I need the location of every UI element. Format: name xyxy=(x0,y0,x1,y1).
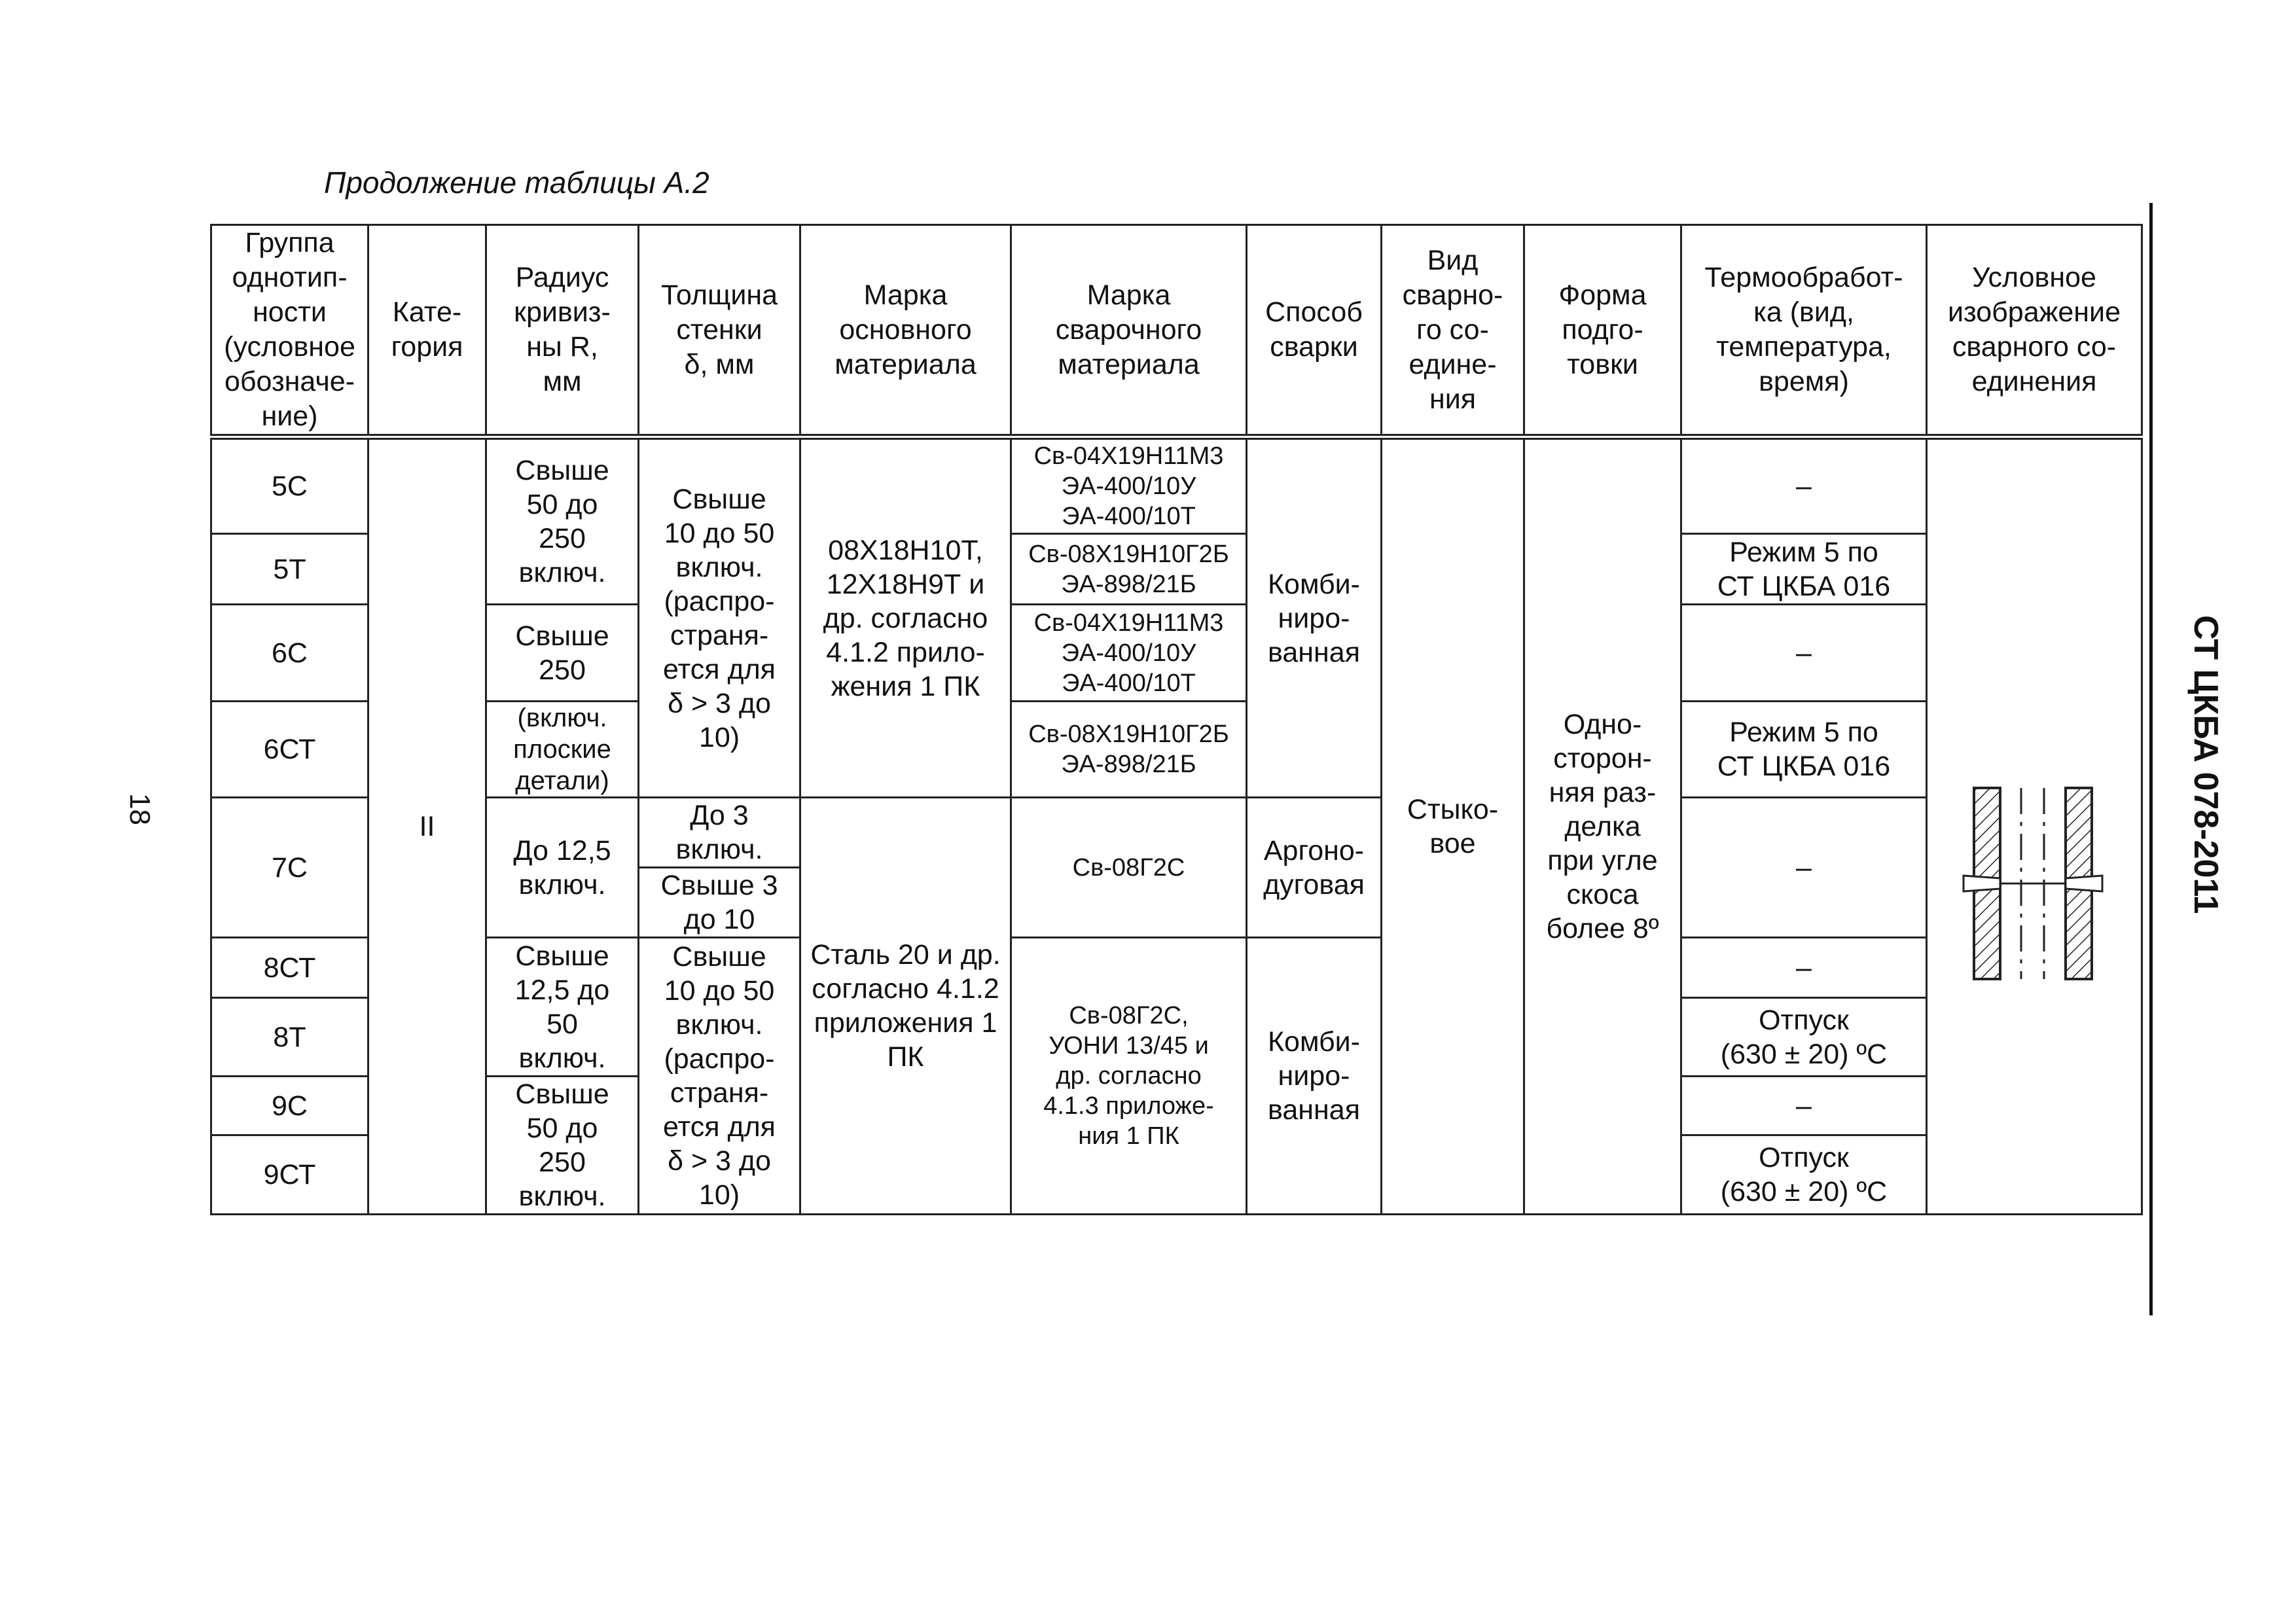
category-cell: II xyxy=(368,437,486,1215)
weld-material-cell: Св-08Х19Н10Г2Б ЭА-898/21Б xyxy=(1011,534,1247,605)
radius-cell: Свыше 12,5 до 50 включ. xyxy=(486,938,639,1077)
radius-cell: Свыше 50 до 250 включ. xyxy=(486,437,639,605)
group-cell: 9С xyxy=(211,1077,368,1135)
group-cell: 8СТ xyxy=(211,938,368,998)
heat-treatment-cell: – xyxy=(1681,605,1927,702)
base-material-cell: Сталь 20 и др. согласно 4.1.2 приложения 1 ПК xyxy=(800,798,1011,1215)
heat-treatment-cell: Отпуск (630 ± 20) ºС xyxy=(1681,998,1927,1077)
header-symbol: Условное изображение сварного со- единения xyxy=(1927,225,2142,437)
heat-treatment-cell: – xyxy=(1681,938,1927,998)
standard-code: СТ ЦКБА 078-2011 xyxy=(2187,615,2225,914)
radius-cell: До 12,5 включ. xyxy=(486,798,639,938)
group-cell: 5Т xyxy=(211,534,368,605)
weld-bead-left xyxy=(1964,876,2000,891)
header-base-material: Марка основного материала xyxy=(800,225,1011,437)
radius-cell: Свыше 250 xyxy=(486,605,639,702)
welding-table xyxy=(210,224,2143,1215)
group-cell: 7С xyxy=(211,798,368,938)
thickness-cell: Свыше 10 до 50 включ. (распро- страня- ется для δ > 3 до 10) xyxy=(639,437,800,798)
page-number: 18 xyxy=(124,793,156,825)
header-heat-treatment: Термообработ- ка (вид, температура, время) xyxy=(1681,225,1927,437)
thickness-cell: Свыше 3 до 10 xyxy=(639,868,800,938)
heat-treatment-cell: Режим 5 по СТ ЦКБА 016 xyxy=(1681,534,1927,605)
method-cell: Аргоно- дуговая xyxy=(1247,798,1382,938)
thickness-cell: Свыше 10 до 50 включ. (распро- страня- ется для δ > 3 до 10) xyxy=(639,938,800,1215)
weld-material-cell: Св-08Г2С, УОНИ 13/45 и др. согласно 4.1.3 приложе- ния 1 ПК xyxy=(1011,938,1247,1215)
prep-form-cell: Одно- сторон- няя раз- делка при угле скоса более 8º xyxy=(1524,437,1681,1215)
group-cell: 5С xyxy=(211,437,368,534)
weld-material-cell: Св-04Х19Н11М3 ЭА-400/10У ЭА-400/10Т xyxy=(1011,437,1247,534)
group-cell: 8Т xyxy=(211,998,368,1077)
header-prep-form: Форма подго- товки xyxy=(1524,225,1681,437)
butt-weld-drawing xyxy=(1929,446,2139,1199)
method-cell: Комби- ниро- ванная xyxy=(1247,437,1382,798)
header-category: Кате- гория xyxy=(368,225,486,437)
margin-rule xyxy=(2149,203,2153,1315)
weld-material-cell: Св-04Х19Н11М3 ЭА-400/10У ЭА-400/10Т xyxy=(1011,605,1247,702)
weld-material-cell: Св-08Г2С xyxy=(1011,798,1247,938)
header-method: Способ сварки xyxy=(1247,225,1382,437)
heat-treatment-cell: – xyxy=(1681,437,1927,534)
group-cell: 6СТ xyxy=(211,702,368,798)
group-cell: 6С xyxy=(211,605,368,702)
heat-treatment-cell: – xyxy=(1681,798,1927,938)
method-cell: Комби- ниро- ванная xyxy=(1247,938,1382,1215)
weld-material-cell: Св-08Х19Н10Г2Б ЭА-898/21Б xyxy=(1011,702,1247,798)
base-material-cell: 08Х18Н10Т, 12Х18Н9Т и др. согласно 4.1.2 прило- жения 1 ПК xyxy=(800,437,1011,798)
header-group: Группа однотип- ности (условное обозначе- ние) xyxy=(211,225,368,437)
weld-bead-right xyxy=(2066,876,2102,891)
radius-cell: (включ. плоские детали) xyxy=(486,702,639,798)
radius-cell: Свыше 50 до 250 включ. xyxy=(486,1077,639,1215)
joint-type-cell: Стыко- вое xyxy=(1382,437,1524,1215)
header-radius: Радиус кривиз- ны R, мм xyxy=(486,225,639,437)
group-cell: 9СТ xyxy=(211,1135,368,1215)
weld-joint-symbol xyxy=(1927,437,2142,1215)
header-weld-material: Марка сварочного материала xyxy=(1011,225,1247,437)
header-thickness: Толщина стенки δ, мм xyxy=(639,225,800,437)
header-joint-type: Вид сварно- го со- едине- ния xyxy=(1382,225,1524,437)
table-caption: Продолжение таблицы А.2 xyxy=(324,166,709,200)
heat-treatment-cell: Отпуск (630 ± 20) ºС xyxy=(1681,1135,1927,1215)
heat-treatment-cell: Режим 5 по СТ ЦКБА 016 xyxy=(1681,702,1927,798)
heat-treatment-cell: – xyxy=(1681,1077,1927,1135)
thickness-cell: До 3 включ. xyxy=(639,798,800,868)
